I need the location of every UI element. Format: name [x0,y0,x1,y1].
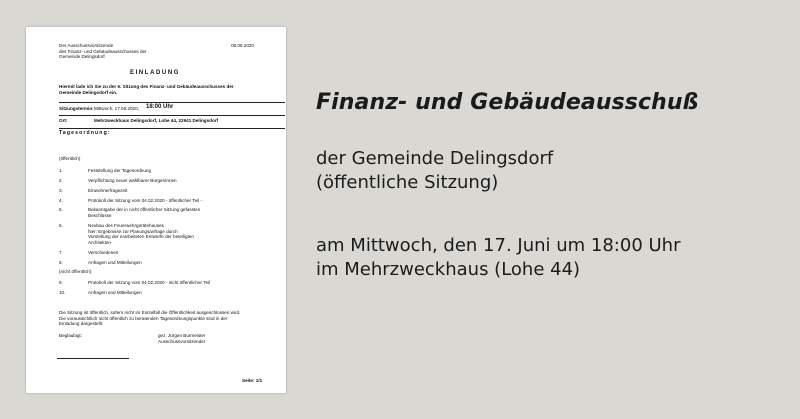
agenda-item-text: Protokoll der Sitzung vom 04.02.2020 - nicht öffentlicher Teil [88,280,211,285]
agenda-item-text: Architekten [88,239,111,245]
announcement-details [316,234,680,282]
agenda-item-text: Vorstellung der erarbeiteten Entwürfe der beteiligten [88,234,194,239]
agenda-item-text: Bekanntgabe der in nicht öffentlicher Sitzung gefassten [88,207,201,212]
invitation-document [26,27,286,393]
agenda-item-number: 9. [59,280,63,285]
document-date: 08.06.2020 [231,43,254,48]
place-label: Ort: [59,118,68,123]
agenda-item-number: 1. [59,168,63,173]
signature-role: Ausschussvorsitzender [158,338,206,344]
agenda-item-text: Anfragen und Mitteilungen [88,260,142,265]
intro-line: Hiermit lade ich Sie zu der 6. Sitzung des Finanz- und Gebäudeausschusses der [59,84,234,89]
agenda-item-text: Anfragen und Mitteilungen [88,290,142,295]
meeting-time: 18:00 Uhr [146,104,174,111]
announcement-subtitle [316,147,553,195]
agenda-item-number: 7. [59,250,63,255]
agenda-item-number: 3. [59,188,63,193]
intro-line: Gemeinde Delingsdorf ein. [59,89,118,95]
public-label: (öffentlich) [59,156,81,161]
footer-line: Die Sitzung ist öffentlich, sofern nicht im Einzelfall die Öffentlichkeit ausgeschlossen wird. [59,310,241,315]
footer-line: Die voraussichtlich nicht öffentlich zu beratenden Tagesordnungspunkte sind in der [59,315,228,321]
announcement-heading: Finanz- und Gebäudeausschuß [316,90,699,115]
nonpublic-label: (nicht öffentlich) [59,269,92,274]
agenda-item-text: Verschiedenes [88,250,119,255]
meeting-place: Mehrzweckhaus Delingsdorf, Lohe 44, 22941 Delingsdorf [94,118,219,123]
signature-name: gez. Jürgen Burmeister [158,333,206,338]
agenda-item-number: 4. [59,198,63,203]
agenda-item-number: 2. [59,178,63,183]
signature-line [57,358,129,359]
announcement-line: am Mittwoch, den 17. Juni um 18:00 Uhr [316,235,681,256]
agenda-item-number: 8. [59,260,63,265]
agenda-item-number: 10. [59,290,66,295]
agenda-item-number: 6. [59,223,63,228]
meeting-date: Mittwoch, 17.06.2020, [94,106,139,111]
agenda-item-text: Verpflichtung neuer wählbarer Bürger/innen [88,178,177,183]
announcement-line: (öffentliche Sitzung) [316,172,499,193]
divider [59,128,285,129]
agenda-heading: Tagesordnung: [59,130,111,136]
divider [59,115,285,116]
footer-line: Einladung dargestellt. [59,321,104,326]
agenda-item-text: hier: Ergebnisse zur Planungsanfrage durch [88,228,178,234]
agenda-item-number: 5. [59,207,63,212]
announcement-line: der Gemeinde Delingsdorf [316,148,554,169]
sender-line: Der Ausschussvorsitzende [59,43,114,48]
agenda-item-text: Feststellung der Tagesordnung [88,168,151,173]
divider [59,102,285,103]
agenda-item-text: Protokoll der Sitzung vom 04.02.2020 - öffentlicher Teil - [88,198,202,203]
agenda-item-text: Neubau des Feuerwehrgerätehauses [88,223,164,228]
page-number: Seite: 1/1 [242,378,263,383]
meeting-label: Sitzungstermin: [59,106,94,111]
document-title: EINLADUNG [130,70,181,76]
announcement-line: im Mehrzweckhaus (Lohe 44) [316,259,581,280]
agenda-item-text: Beschlüsse [88,212,112,218]
agenda-item-text: Einwohnerfragezeit [88,188,128,193]
certified-label: Beglaubigt: [59,333,82,338]
sender-line: des Finanz- und Gebäudeausschusses der [59,48,147,54]
sender-line: Gemeinde Delingsdorf [59,54,105,59]
